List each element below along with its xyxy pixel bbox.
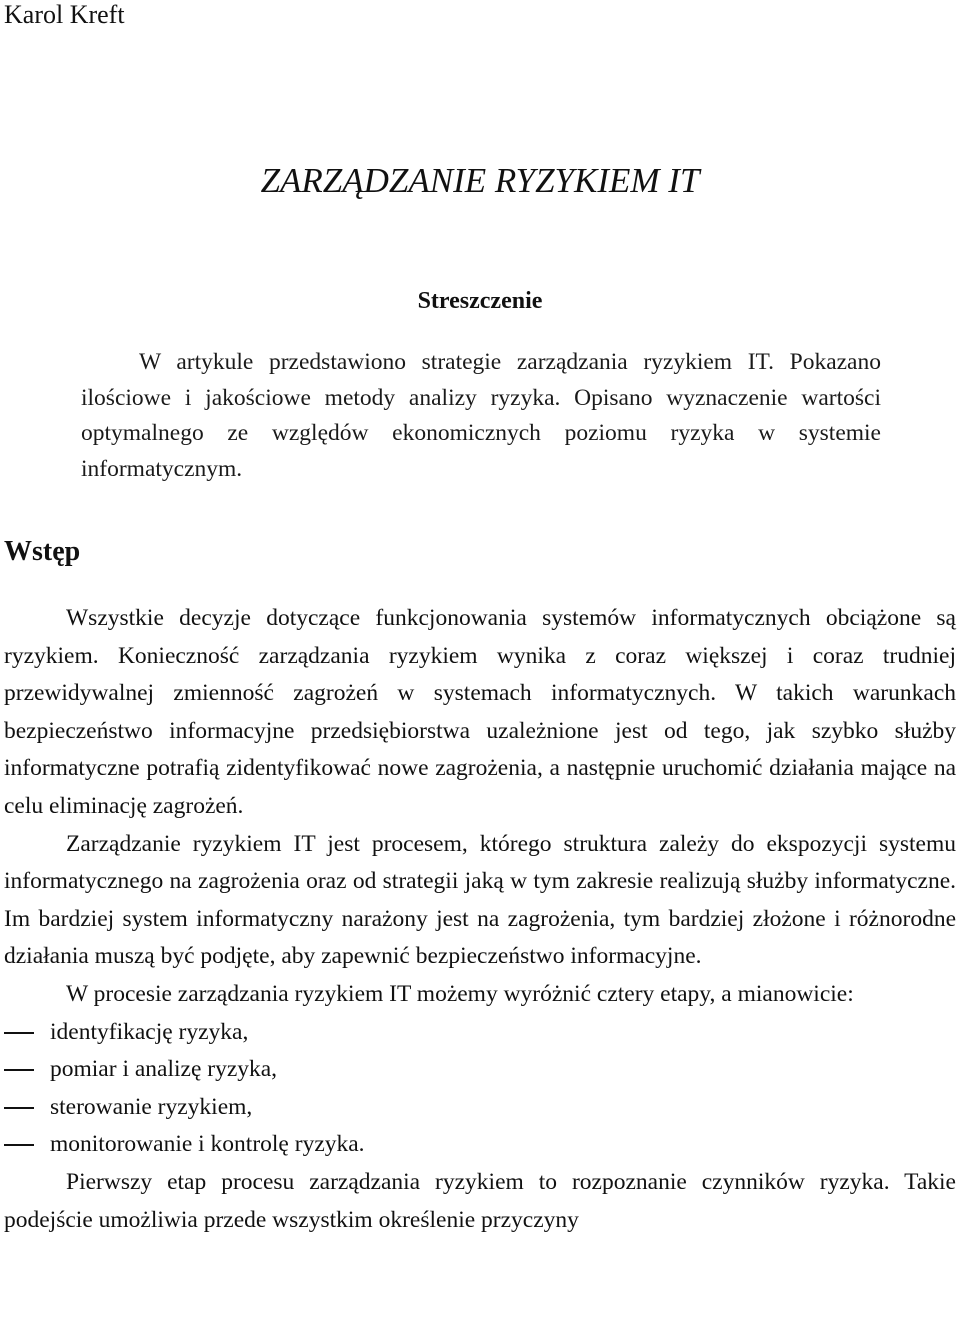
section-heading: Wstęp [4, 536, 81, 567]
list-item [4, 1089, 956, 1127]
paper-title: ZARZĄDZANIE RYZYKIEM IT [260, 161, 700, 200]
list-item [4, 1126, 956, 1164]
paragraph: Wszystkie decyzje dotyczące funkcjonowania systemów informatycznych obciążone są ryzykiem. Konieczność zarządzania ryzykiem wynika z coraz większej i coraz trudniej przewidywalnej zmienność zagrożeń w systemach informatycznych. W takich warunkach bezpieczeństwo informacyjne przedsiębiorstwa uzależnione jest od tego, jak szybko służby informatyczne potrafią zidentyfikować nowe zagrożenia, a następnie uruchomić działania mające na celu eliminację zagrożeń. [4, 605, 956, 819]
stage-list [4, 1014, 956, 1164]
paragraph: Pierwszy etap procesu zarządzania ryzykiem to rozpoznanie czynników ryzyka. Takie podejście umożliwia przede wszystkim określenie przyczyny [4, 1168, 956, 1233]
list-item-text: sterowanie ryzykiem, [50, 1093, 253, 1120]
abstract-heading: Streszczenie [417, 288, 543, 314]
dash-bullet-icon [4, 1032, 34, 1034]
list-item [4, 1014, 956, 1052]
author-name: Karol Kreft [4, 0, 125, 29]
list-item-text: identyfikację ryzyka, [50, 1018, 249, 1045]
abstract-text: W artykule przedstawiono strategie zarządzania ryzykiem IT. Pokazano ilościowe i jakościowe metody analizy ryzyka. Opisano wyznaczenie wartości optymalnego ze względów ekonomicznych poziomu ryzyka w systemie informatycznym. [81, 349, 881, 483]
list-item-text: pomiar i analizę ryzyka, [50, 1056, 278, 1083]
paragraph: W procesie zarządzania ryzykiem IT możemy wyróżnić cztery etapy, a mianowicie: [66, 980, 854, 1007]
dash-bullet-icon [4, 1107, 34, 1109]
section-body [4, 600, 956, 1239]
list-item-text: monitorowanie i kontrolę ryzyka. [50, 1131, 365, 1158]
list-item [4, 1051, 956, 1089]
dash-bullet-icon [4, 1144, 34, 1146]
dash-bullet-icon [4, 1069, 34, 1071]
paragraph: Zarządzanie ryzykiem IT jest procesem, którego struktura zależy do ekspozycji systemu informatycznego na zagrożenia oraz od strategii jaką w tym zakresie realizują służby informatyczne. Im bardziej system informatyczny narażony jest na zagrożenia, tym bardziej złożone i różnorodne działania muszą być podjęte, aby zapewnić bezpieczeństwo informacyjne. [4, 830, 956, 970]
